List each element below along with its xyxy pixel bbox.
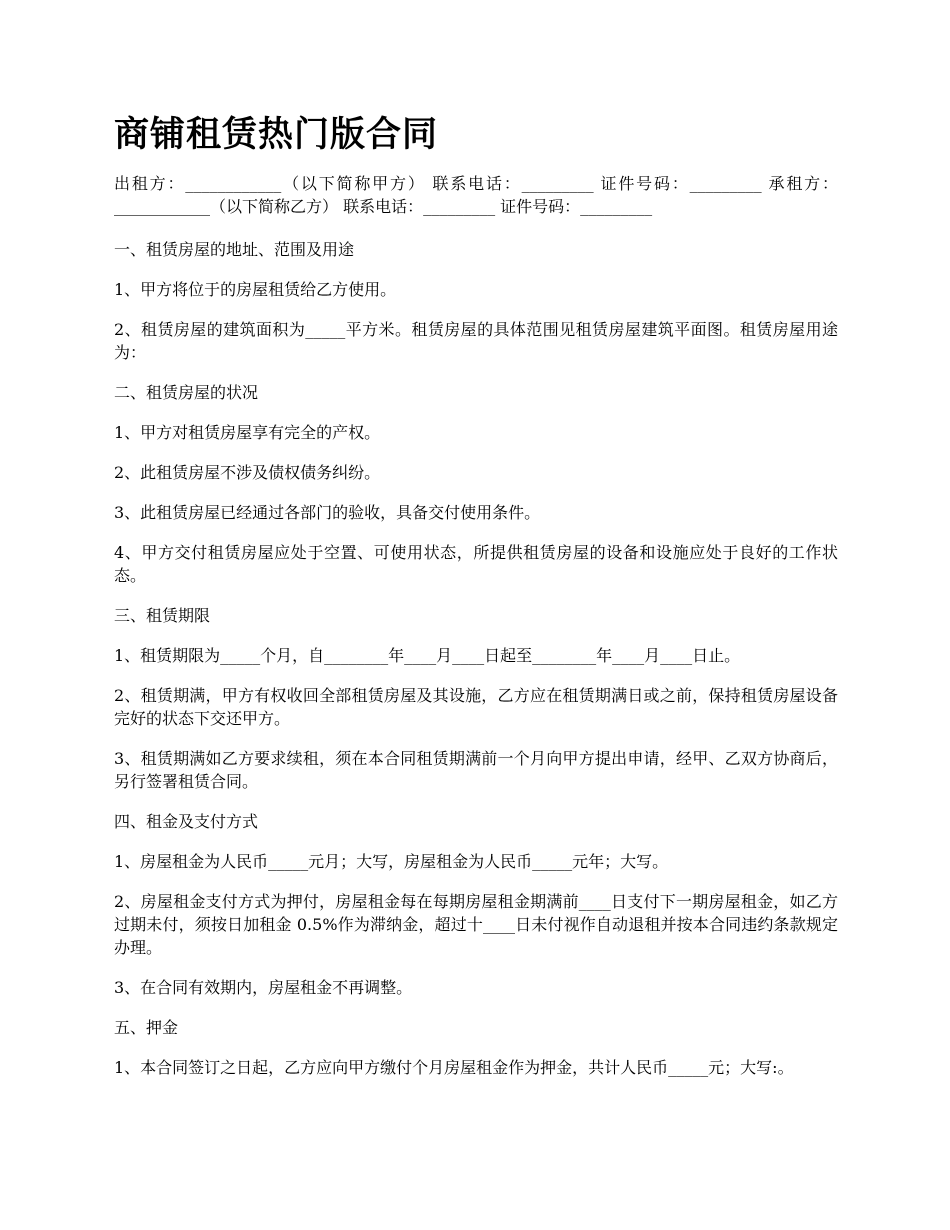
clause-4-1: 1、房屋租金为人民币_____元月；大写，房屋租金为人民币_____元年；大写。 (114, 852, 669, 871)
section-heading-4: 四、租金及支付方式 (114, 812, 259, 831)
clause-2-4: 4、甲方交付租赁房屋应处于空置、可使用状态，所提供租赁房屋的设备和设施应处于良好的工作状态。 (114, 543, 838, 585)
clause-1-2: 2、租赁房屋的建筑面积为_____平方米。租赁房屋的具体范围见租赁房屋建筑平面图。租赁房屋用途为： (114, 320, 838, 362)
clause-3-2: 2、租赁期满，甲方有权收回全部租赁房屋及其设施，乙方应在租赁期满日或之前，保持租赁房屋设备完好的状态下交还甲方。 (114, 686, 838, 728)
clause-4-2: 2、房屋租金支付方式为押付，房屋租金每在每期房屋租金期满前____日支付下一期房屋租金，如乙方过期未付，须按日加租金 0.5%作为滞纳金，超过十____日未付视作自动退租并按本合同违约条款规定办理。 (114, 892, 838, 957)
clause-5-1: 1、本合同签订之日起，乙方应向甲方缴付个月房屋租金作为押金，共计人民币_____元；大写:。 (114, 1058, 794, 1077)
contract-document (114, 112, 838, 1096)
document-title: 商铺租赁热门版合同 (114, 114, 439, 155)
clause-3-1: 1、租赁期限为_____个月，自________年____月____日起至________年____月____日止。 (114, 646, 741, 665)
section-heading-2: 二、租赁房屋的状况 (114, 383, 259, 402)
section-heading-3: 三、租赁期限 (114, 606, 211, 625)
parties-info: 出租方：____________（以下简称甲方） 联系电话：_________ 证件号码：_________ 承租方：____________（以下简称乙方） 联系电话：_________ 证件号码：_________ (114, 174, 838, 216)
clause-3-3: 3、租赁期满如乙方要求续租，须在本合同租赁期满前一个月向甲方提出申请，经甲、乙双方协商后，另行签署租赁合同。 (114, 749, 838, 791)
clause-2-3: 3、此租赁房屋已经通过各部门的验收，具备交付使用条件。 (114, 503, 541, 522)
clause-1-1: 1、甲方将位于的房屋租赁给乙方使用。 (114, 280, 397, 299)
clause-2-1: 1、甲方对租赁房屋享有完全的产权。 (114, 423, 381, 442)
section-heading-5: 五、押金 (114, 1018, 179, 1037)
clause-4-3: 3、在合同有效期内，房屋租金不再调整。 (114, 978, 413, 997)
clause-2-2: 2、此租赁房屋不涉及债权债务纠纷。 (114, 463, 381, 482)
section-heading-1: 一、租赁房屋的地址、范围及用途 (114, 240, 355, 259)
